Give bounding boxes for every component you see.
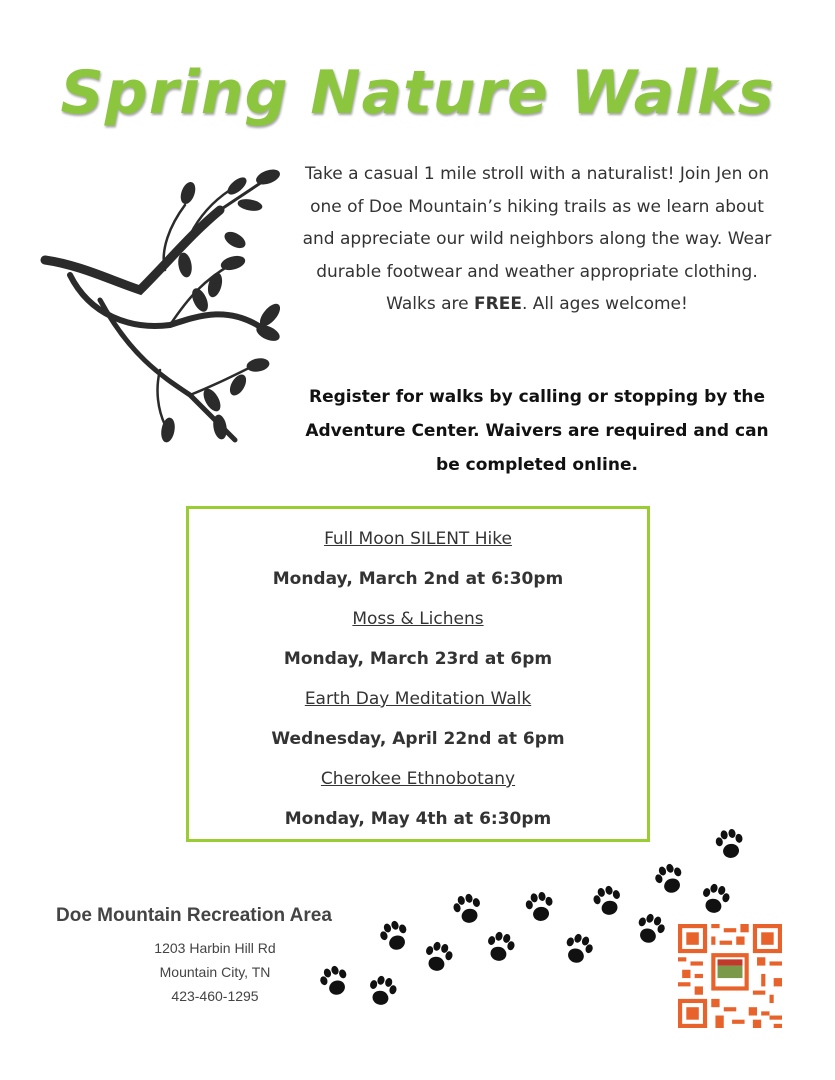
event-title: Moss & Lichens: [352, 609, 484, 629]
events-box: [186, 506, 650, 842]
event-title: Earth Day Meditation Walk: [304, 689, 532, 709]
event-date: Monday, March 23rd at 6pm: [283, 649, 553, 669]
registration-note: Register for walks by calling or stopping by the Adventure Center. Waivers are required and can be completed online.: [305, 387, 769, 475]
paw-print-icon: [591, 884, 624, 919]
paw-print-icon: [633, 911, 668, 947]
paw-print-icon: [699, 882, 732, 917]
paw-print-icon: [484, 930, 517, 965]
page-title: Spring Nature Walks: [60, 58, 775, 128]
qr-code: [678, 924, 782, 1028]
intro-text-start: Take a casual 1 mile stroll with a naturalist! Join Jen on one of Doe Mountain’s hiking trails as we learn about and appreciate our wild neighbors along the way. Wear durable footwear and weather appropriate clothing. Walks are: [302, 164, 772, 314]
organization-name: Doe Mountain Recreation Area: [56, 905, 332, 926]
paw-print-icon: [422, 940, 455, 975]
event-item: [189, 599, 647, 679]
street-address: 1203 Harbin Hill Rd: [154, 940, 276, 956]
event-item: [189, 679, 647, 759]
paw-print-icon: [451, 892, 484, 927]
paw-print-icon: [561, 931, 596, 967]
event-title: Cherokee Ethnobotany: [320, 769, 516, 789]
paw-print-icon: [524, 890, 556, 923]
paw-print-icon: [652, 861, 687, 897]
event-item: [189, 519, 647, 599]
intro-paragraph: [292, 158, 782, 321]
event-date: Monday, March 2nd at 6:30pm: [272, 569, 564, 589]
paw-print-icon: [714, 827, 746, 860]
free-emphasis: FREE: [474, 294, 522, 314]
paw-print-icon: [377, 918, 412, 954]
intro-text-end: . All ages welcome!: [521, 294, 688, 314]
event-date: Monday, May 4th at 6:30pm: [284, 809, 552, 829]
paw-print-icon: [317, 963, 352, 999]
branch-illustration: [40, 165, 300, 455]
paw-print-icon: [366, 974, 399, 1009]
event-date: Wednesday, April 22nd at 6pm: [271, 729, 565, 749]
city-state: Mountain City, TN: [159, 964, 271, 980]
event-title: Full Moon SILENT Hike: [324, 529, 512, 549]
phone-number: 423-460-1295: [171, 988, 259, 1004]
